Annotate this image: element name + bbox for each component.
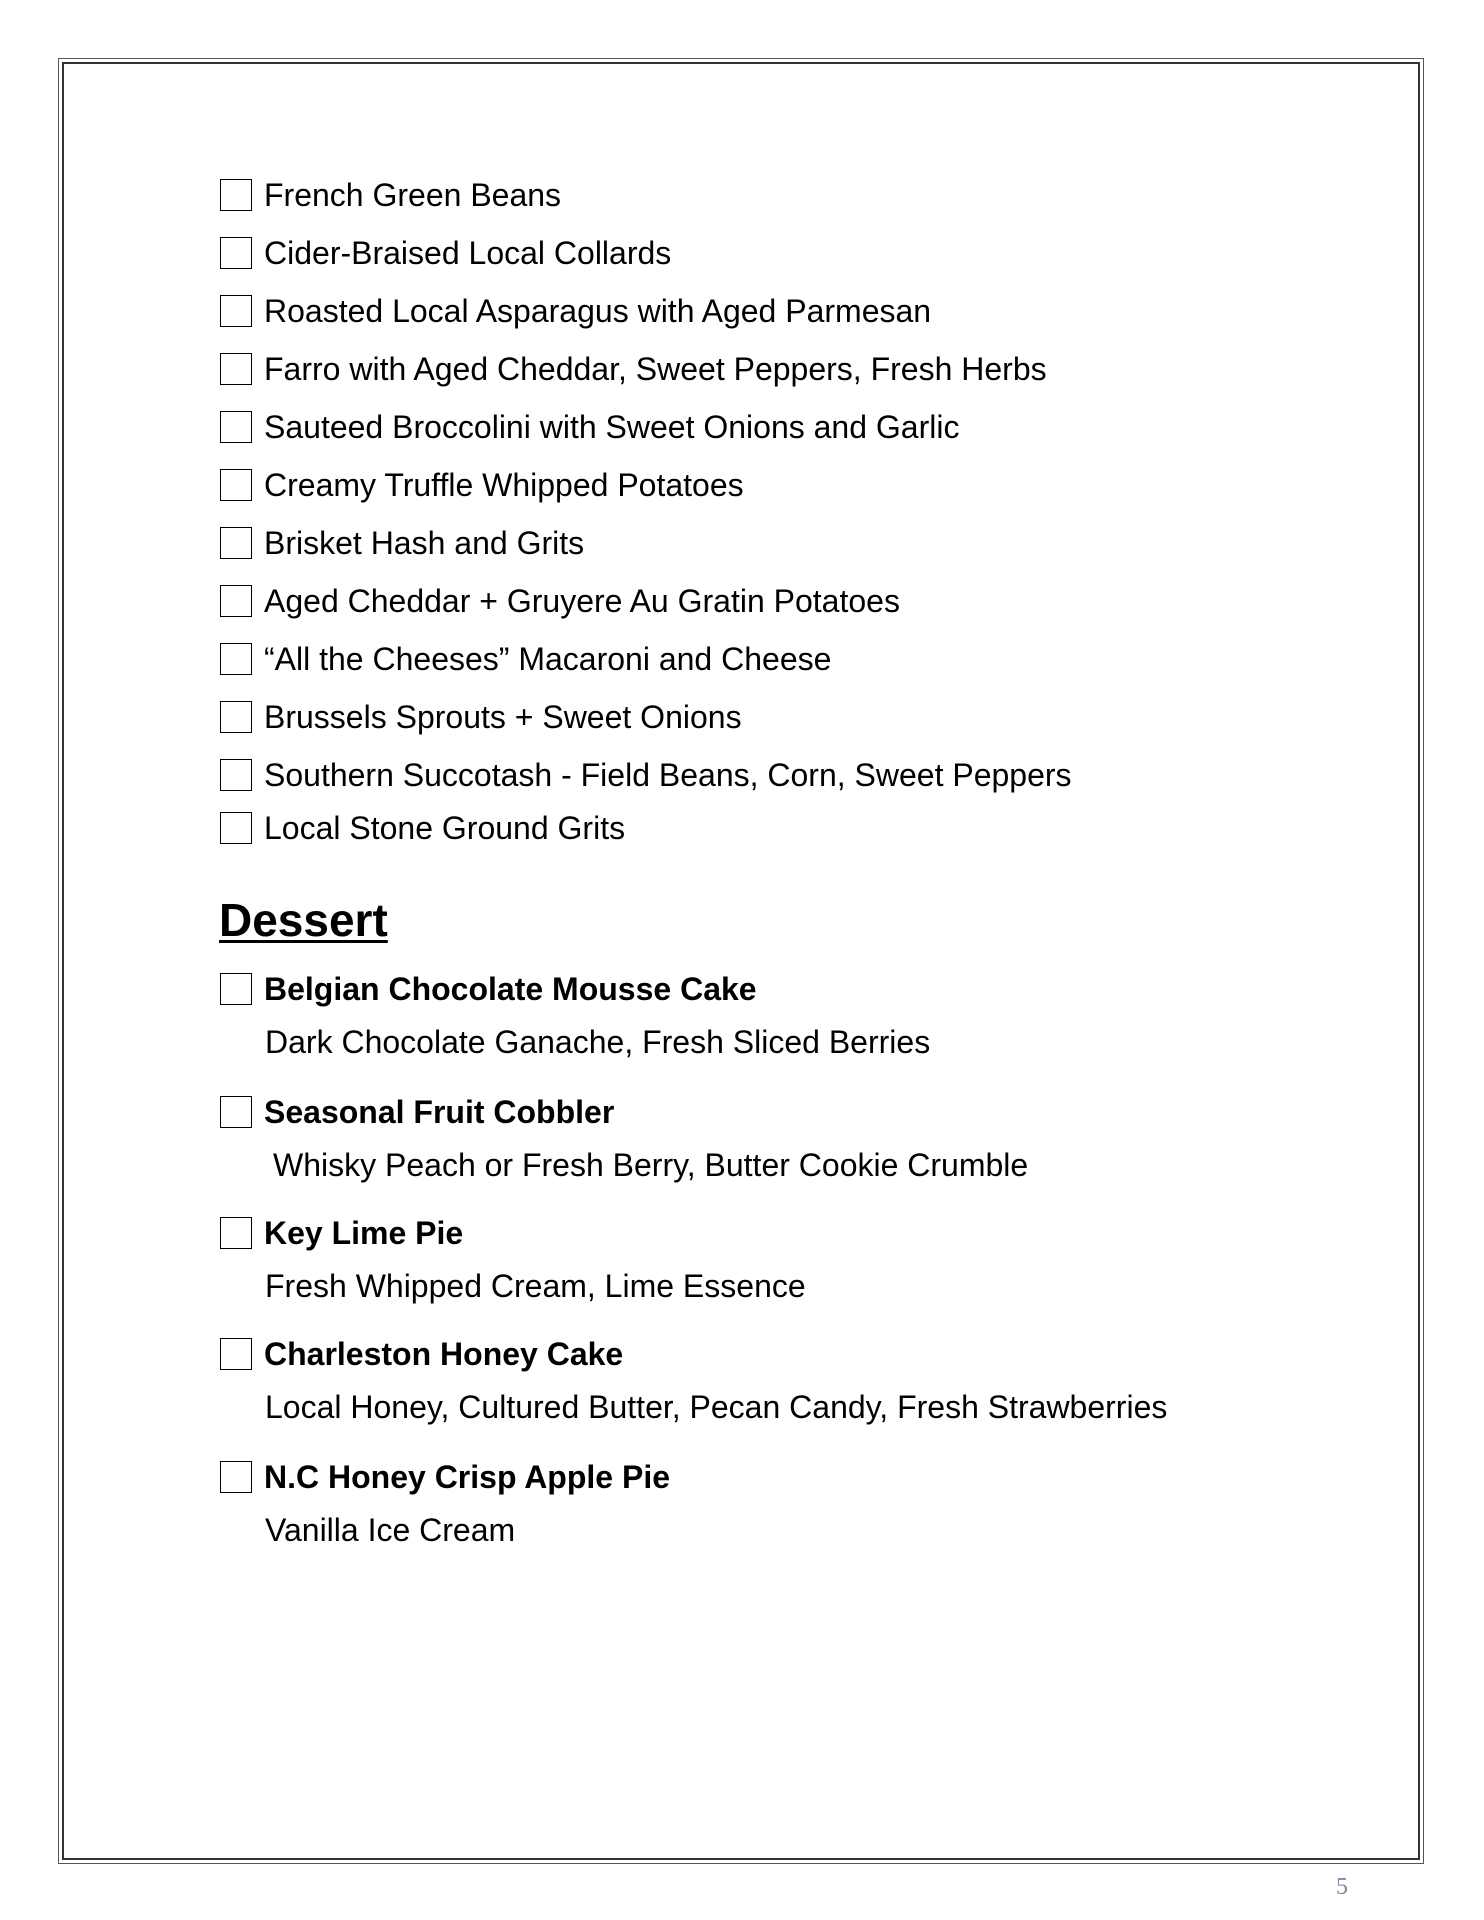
side-item-label: French Green Beans: [264, 177, 562, 213]
checkbox[interactable]: [220, 759, 252, 791]
dessert-item-description: Dark Chocolate Ganache, Fresh Sliced Berries: [265, 1024, 931, 1060]
dessert-item-description: Whisky Peach or Fresh Berry, Butter Cookie Crumble: [273, 1147, 1029, 1183]
dessert-item[interactable]: [220, 1457, 670, 1497]
checkbox[interactable]: [220, 1096, 252, 1128]
checkbox[interactable]: [220, 527, 252, 559]
checkbox[interactable]: [220, 812, 252, 844]
checkbox[interactable]: [220, 411, 252, 443]
side-item-label: Roasted Local Asparagus with Aged Parmesan: [264, 293, 932, 329]
side-item[interactable]: [220, 523, 584, 563]
side-item-label: Local Stone Ground Grits: [264, 810, 626, 846]
checkbox[interactable]: [220, 643, 252, 675]
side-item[interactable]: [220, 407, 959, 447]
side-item[interactable]: [220, 233, 671, 273]
dessert-item[interactable]: [220, 1213, 463, 1253]
page-border-inner: [62, 62, 1420, 1860]
side-item[interactable]: [220, 755, 1072, 795]
side-item[interactable]: [220, 349, 1047, 389]
checkbox[interactable]: [220, 1338, 252, 1370]
side-item-label: Cider-Braised Local Collards: [264, 235, 672, 271]
checkbox[interactable]: [220, 353, 252, 385]
side-item-label: Brussels Sprouts + Sweet Onions: [264, 699, 742, 735]
side-item[interactable]: [220, 581, 900, 621]
checkbox[interactable]: [220, 295, 252, 327]
dessert-item-description: Local Honey, Cultured Butter, Pecan Candy, Fresh Strawberries: [265, 1389, 1168, 1425]
checkbox[interactable]: [220, 973, 252, 1005]
checkbox[interactable]: [220, 237, 252, 269]
side-item-label: Aged Cheddar + Gruyere Au Gratin Potatoes: [264, 583, 900, 619]
dessert-item-description: Vanilla Ice Cream: [265, 1512, 516, 1548]
checkbox[interactable]: [220, 469, 252, 501]
dessert-item-title: Seasonal Fruit Cobbler: [264, 1094, 615, 1130]
side-item-label: Southern Succotash - Field Beans, Corn, Sweet Peppers: [264, 757, 1072, 793]
side-item[interactable]: [220, 697, 742, 737]
checkbox[interactable]: [220, 1217, 252, 1249]
side-item[interactable]: [220, 175, 561, 215]
side-item[interactable]: [220, 291, 931, 331]
dessert-item-title: Belgian Chocolate Mousse Cake: [264, 971, 757, 1007]
side-item-label: Brisket Hash and Grits: [264, 525, 585, 561]
dessert-item[interactable]: [220, 1092, 614, 1132]
dessert-item[interactable]: [220, 1334, 623, 1374]
checkbox[interactable]: [220, 179, 252, 211]
dessert-item-title: N.C Honey Crisp Apple Pie: [264, 1459, 670, 1495]
side-item[interactable]: [220, 639, 831, 679]
dessert-item[interactable]: [220, 969, 757, 1009]
side-item-label: Farro with Aged Cheddar, Sweet Peppers, Fresh Herbs: [264, 351, 1047, 387]
checkbox[interactable]: [220, 585, 252, 617]
side-item-label: Creamy Truffle Whipped Potatoes: [264, 467, 744, 503]
side-item-label: Sauteed Broccolini with Sweet Onions and Garlic: [264, 409, 960, 445]
page-number: 5: [1336, 1874, 1348, 1900]
side-item-label: “All the Cheeses” Macaroni and Cheese: [264, 641, 832, 677]
dessert-item-title: Key Lime Pie: [264, 1215, 464, 1251]
dessert-heading: Dessert: [219, 894, 388, 946]
dessert-item-title: Charleston Honey Cake: [264, 1336, 624, 1372]
side-item[interactable]: [220, 465, 744, 505]
checkbox[interactable]: [220, 701, 252, 733]
side-item[interactable]: [220, 808, 625, 848]
dessert-item-description: Fresh Whipped Cream, Lime Essence: [265, 1268, 806, 1304]
checkbox[interactable]: [220, 1461, 252, 1493]
